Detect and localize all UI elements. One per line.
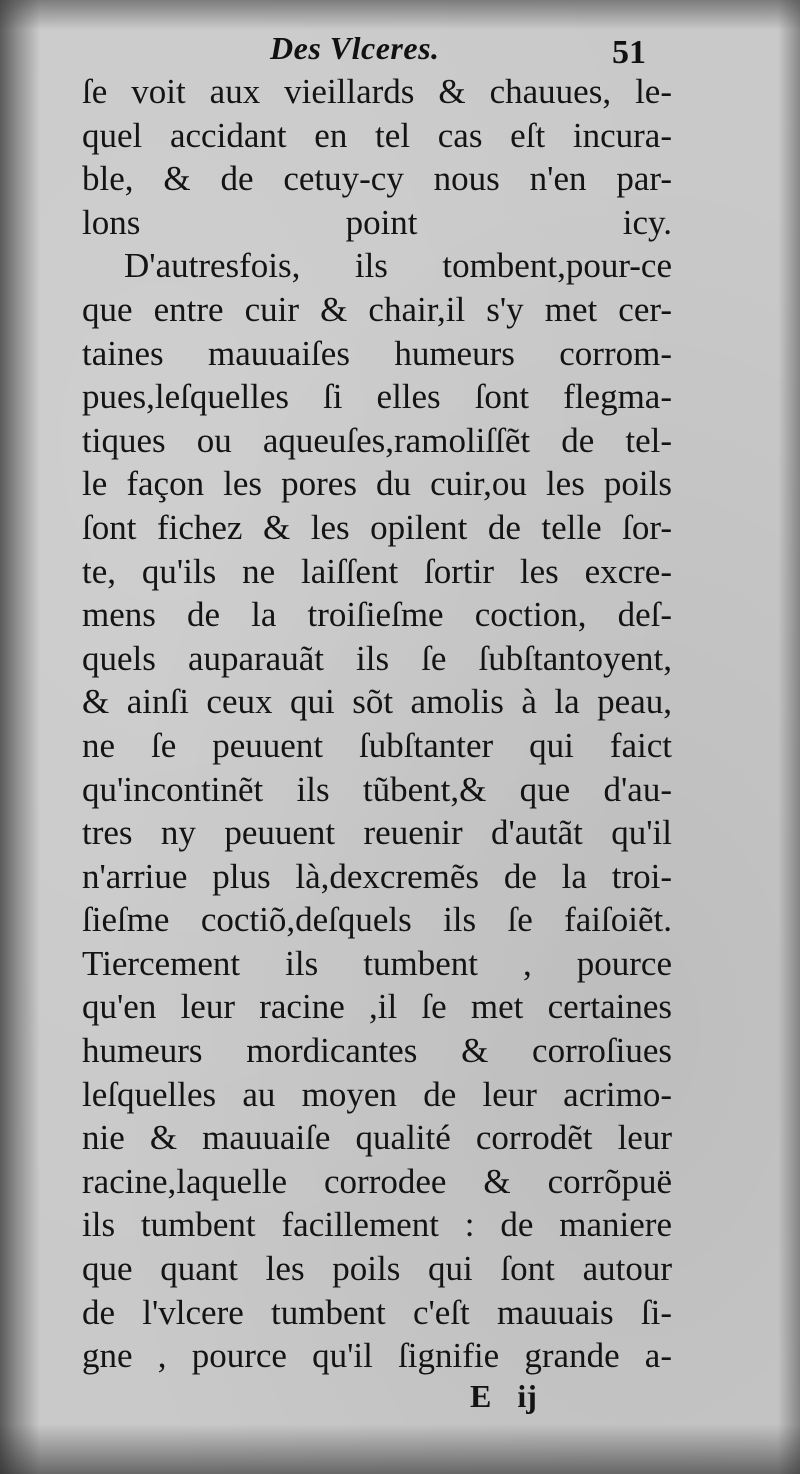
page-bottom-edge bbox=[0, 1424, 800, 1474]
text-line: que entre cuir & chair,il s'y met cer- bbox=[82, 289, 672, 329]
text-line: taines mauuaiſes humeurs corrom- bbox=[82, 333, 672, 373]
text-line: nie & mauuaiſe qualité corrodẽt leur bbox=[82, 1118, 672, 1158]
text-line: ſont fichez & les opilent de telle ſor- bbox=[82, 507, 672, 547]
page-right-edge bbox=[778, 0, 800, 1474]
text-line: mens de la troiſieſme coction, deſ- bbox=[82, 595, 672, 635]
text-line: gne , pource qu'il ſignifie grande a- bbox=[82, 1336, 672, 1376]
running-head: Des Vlceres. bbox=[270, 30, 440, 66]
text-line: D'autresfois, ils tombent,pour-ce bbox=[124, 246, 672, 286]
text-line: pues,leſquelles ſi elles ſont flegma- bbox=[82, 377, 672, 417]
text-line: ils tumbent facillement : de maniere bbox=[82, 1205, 672, 1245]
text-line: & ainſi ceux qui sõt amolis à la peau, bbox=[82, 682, 672, 722]
text-line: quels auparauãt ils ſe ſubſtantoyent, bbox=[82, 638, 672, 678]
text-line: ſieſme coctiõ,deſquels ils ſe faiſoiẽt. bbox=[82, 900, 672, 940]
text-line: racine,laquelle corrodee & corrõpuë bbox=[82, 1161, 672, 1201]
text-line: ne ſe peuuent ſubſtanter qui faict bbox=[82, 725, 672, 765]
text-line: humeurs mordicantes & corroſiues bbox=[82, 1031, 672, 1071]
text-line: quel accidant en tel cas eſt incura- bbox=[82, 115, 672, 155]
page-number: 51 bbox=[612, 34, 646, 71]
text-line: le façon les pores du cuir,ou les poils bbox=[82, 464, 672, 504]
page-gutter-shadow bbox=[0, 0, 40, 1474]
text-line: ſe voit aux vieillards & chauues, le- bbox=[82, 72, 672, 111]
text-line: qu'incontinẽt ils tũbent,& que d'au- bbox=[82, 769, 672, 809]
body-text bbox=[82, 70, 672, 1378]
text-line: de l'vlcere tumbent c'eſt mauuais ſi- bbox=[82, 1292, 672, 1332]
text-line: leſquelles au moyen de leur acrimo- bbox=[82, 1074, 672, 1114]
text-line: ble, & de cetuy-cy nous n'en par- bbox=[82, 159, 672, 199]
text-line: qu'en leur racine ,il ſe met certaines bbox=[82, 987, 672, 1027]
text-line: tiques ou aqueuſes,ramoliſſẽt de tel- bbox=[82, 420, 672, 460]
text-line: que quant les poils qui ſont autour bbox=[82, 1249, 672, 1289]
text-line: te, qu'ils ne laiſſent ſortir les excre- bbox=[82, 551, 672, 591]
page-top-shadow bbox=[0, 0, 800, 30]
text-line: Tiercement ils tumbent , pource bbox=[82, 943, 672, 983]
text-line: lons point icy. bbox=[82, 202, 672, 242]
signature-mark: E ij bbox=[470, 1378, 537, 1414]
text-line: tres ny peuuent reuenir d'autãt qu'il bbox=[82, 813, 672, 853]
text-line: n'arriue plus là,dexcremẽs de la troi- bbox=[82, 856, 672, 896]
